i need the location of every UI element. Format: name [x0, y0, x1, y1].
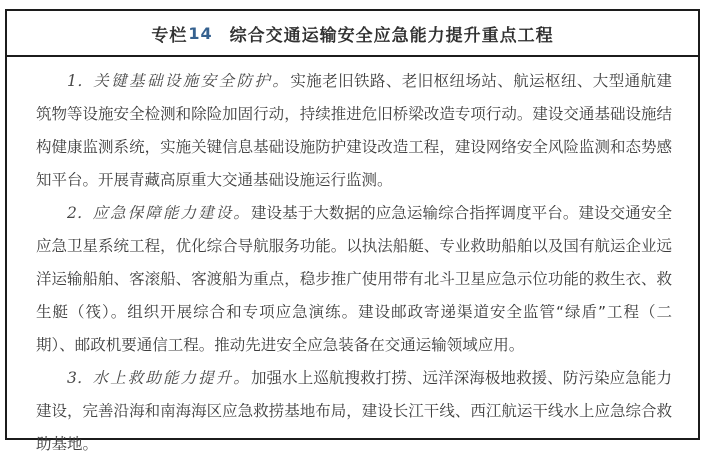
paragraph-3-number: 3． — [67, 369, 93, 387]
paragraph-1-lead: 关键基础设施安全防护。 — [93, 72, 291, 90]
panel-title — [7, 11, 698, 57]
title-number: 14 — [188, 23, 213, 43]
paragraph-3-lead: 水上救助能力提升。 — [92, 369, 251, 387]
paragraph-3 — [36, 362, 672, 461]
paragraph-2 — [36, 197, 672, 362]
paragraph-2-body: 建设基于大数据的应急运输综合指挥调度平台。建设交通安全应急卫星系统工程，优化综合导航服务功能。以执法船艇、专业救助船舶以及国有航运企业远洋运输船舶、客滚船、客渡船为重点，稳步推广使用带有北斗卫星应急示位功能的救生衣、救生艇（筏）。组织开展综合和专项应急演练。建设邮政寄递渠道安全监管“绿盾”工程（二期）、邮政机要通信工程。推动先进安全应急装备在交通运输领域应用。 — [36, 204, 672, 354]
highlight-box — [5, 9, 700, 453]
paragraph-2-number: 2． — [67, 204, 93, 222]
paragraph-3-body: 加强水上巡航搜救打捞、远洋深海极地救援、防污染应急能力建设，完善沿海和南海海区应急救捞基地布局，建设长江干线、西江航运干线水上应急综合救助基地。 — [36, 369, 672, 453]
title-text: 综合交通运输安全应急能力提升重点工程 — [229, 25, 554, 46]
paragraph-1-body: 实施老旧铁路、老旧枢纽场站、航运枢纽、大型通航建筑物等设施安全检测和除险加固行动，持续推进危旧桥梁改造专项行动。建设交通基础设施结构健康监测系统，实施关键信息基础设施防护建设改造工程，建设网络安全风险监测和态势感知平台。开展青藏高原重大交通基础设施运行监测。 — [36, 72, 672, 189]
paragraph-1-number: 1． — [67, 72, 94, 90]
paragraph-1 — [36, 65, 672, 197]
title-prefix: 专栏 — [151, 25, 188, 46]
panel-body — [7, 57, 698, 461]
paragraph-2-lead: 应急保障能力建设。 — [92, 204, 251, 222]
